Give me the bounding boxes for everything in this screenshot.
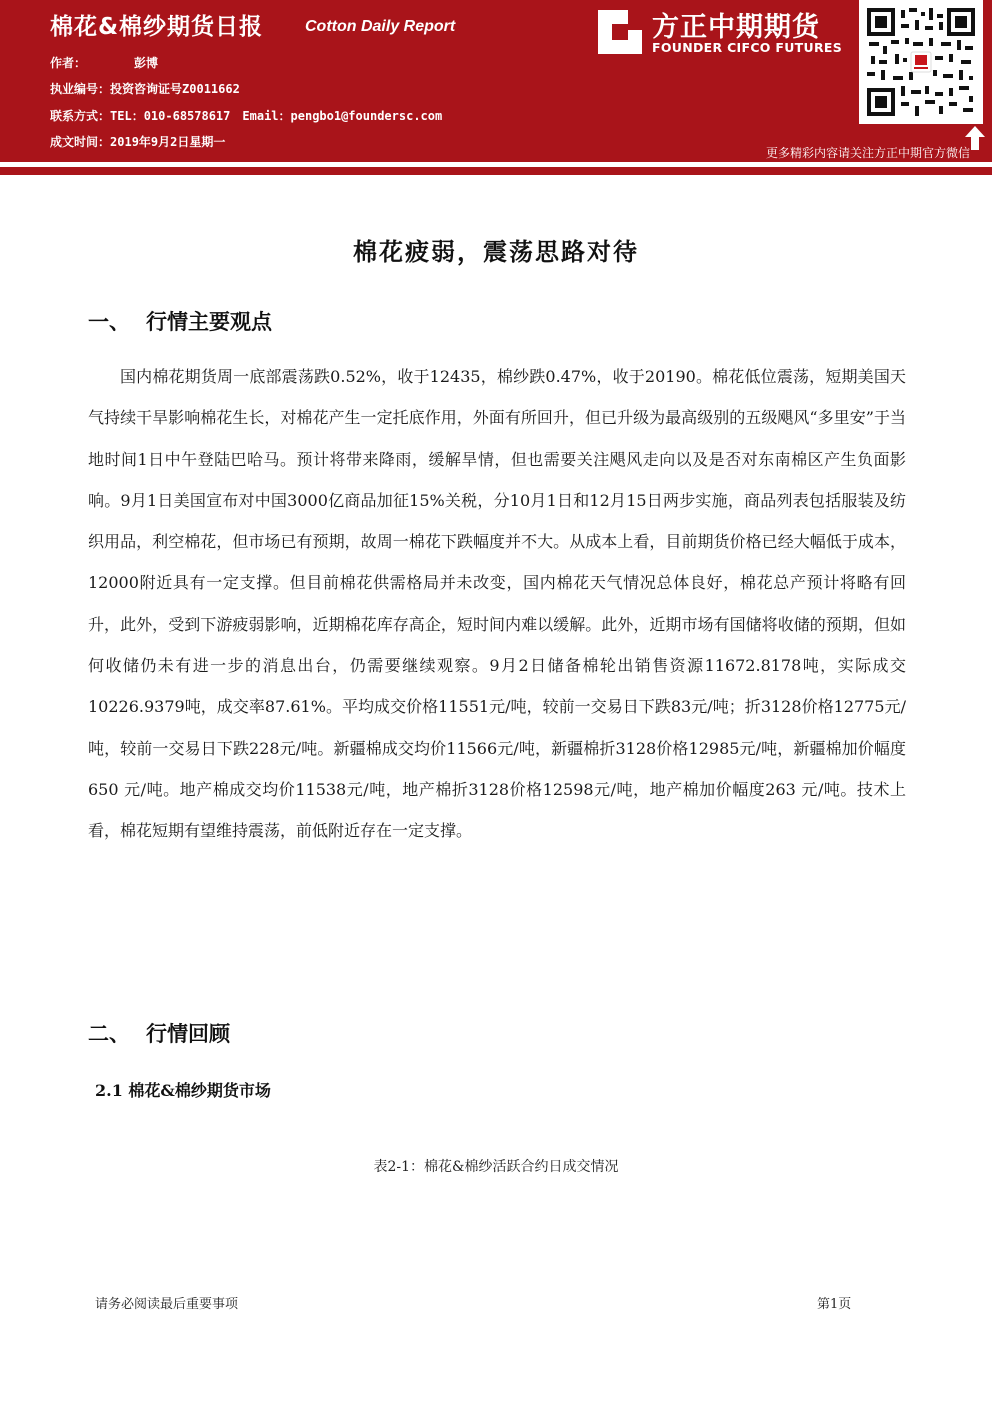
- founder-logo-icon: [598, 10, 642, 54]
- contact-label: 联系方式：: [50, 109, 111, 123]
- contact-email[interactable]: Email：pengbo1@foundersc.com: [242, 109, 443, 123]
- contact-line: [50, 107, 442, 124]
- follow-wechat-text: 更多精彩内容请关注方正中期官方微信: [765, 146, 970, 160]
- section-title: 行情主要观点: [146, 309, 272, 334]
- report-date: 2019年9月2日星期一: [110, 135, 226, 149]
- author-name: 彭博: [134, 56, 159, 70]
- report-header: [0, 0, 992, 162]
- license-line: [50, 80, 240, 97]
- author-label: 作者：: [50, 56, 87, 70]
- brand-name-cn: 方正中期期货: [652, 12, 820, 43]
- author-line: [50, 54, 158, 71]
- wechat-qr-code-icon: [859, 0, 983, 124]
- footer-notice: 请务必阅读最后重要事项: [95, 1297, 239, 1312]
- contact-tel: TEL：010-68578617: [110, 109, 231, 123]
- table-caption: 表2-1：棉花&棉纱活跃合约日成交情况: [373, 1159, 619, 1175]
- page-number: 第1页: [817, 1297, 852, 1312]
- section-number: 一、: [88, 309, 130, 334]
- section-heading-1: [88, 306, 272, 336]
- section-title: 行情回顾: [146, 1021, 230, 1046]
- section-heading-2: [88, 1018, 230, 1048]
- document-title: 棉花疲弱，震荡思路对待: [353, 237, 639, 266]
- brand-name-en: FOUNDER CIFCO FUTURES: [652, 40, 843, 55]
- date-line: [50, 133, 225, 150]
- date-label: 成文时间：: [50, 135, 111, 149]
- subsection-heading: 2.1 棉花&棉纱期货市场: [95, 1081, 271, 1100]
- report-title: 棉花&棉纱期货日报: [50, 14, 264, 40]
- qr-pattern: [865, 6, 977, 118]
- report-subtitle: Cotton Daily Report: [305, 18, 456, 35]
- license-label: 执业编号：: [50, 82, 111, 96]
- section-number: 二、: [88, 1021, 130, 1046]
- main-view-paragraph: 国内棉花期货周一底部震荡跌0.52%，收于12435，棉纱跌0.47%，收于20190。棉花低位震荡，短期美国天气持续干旱影响棉花生长，对棉花产生一定托底作用，外面有所回升，但已升级为最高级别的五级飓风“多里安”于当地时间1日中午登陆巴哈马。预计将带来降雨，缓解旱情，但也需要关注飓风走向以及是否对东南棉区产生负面影响。9月1日美国宣布对中国3000亿商品加征15%关税，分10月1日和12月15日两步实施，商品列表包括服装及纺织用品，利空棉花，但市场已有预期，故周一棉花下跌幅度并不大。从成本上看，目前期货价格已经大幅低于成本，12000附近具有一定支撑。但目前棉花供需格局并未改变，国内棉花天气情况总体良好，棉花总产预计将略有回升，此外，受到下游疲弱影响，近期棉花库存高企，短时间内难以缓解。此外，近期市场有国储将收储的预期，但如何收储仍未有进一步的消息出台，仍需要继续观察。9月2日储备棉轮出销售资源11672.8178吨，实际成交10226.9379吨，成交率87.61%。平均成交价格11551元/吨，较前一交易日下跌83元/吨；折3128价格12775元/吨，较前一交易日下跌228元/吨。新疆棉成交均价11566元/吨，新疆棉折3128价格12985元/吨，新疆棉加价幅度650 元/吨。地产棉成交均价11538元/吨，地产棉折3128价格12598元/吨，地产棉加价幅度263 元/吨。技术上看，棉花短期有望维持震荡，前低附近存在一定支撑。: [88, 367, 906, 841]
- license-number: 投资咨询证号Z0011662: [110, 82, 240, 96]
- header-divider: [0, 167, 992, 175]
